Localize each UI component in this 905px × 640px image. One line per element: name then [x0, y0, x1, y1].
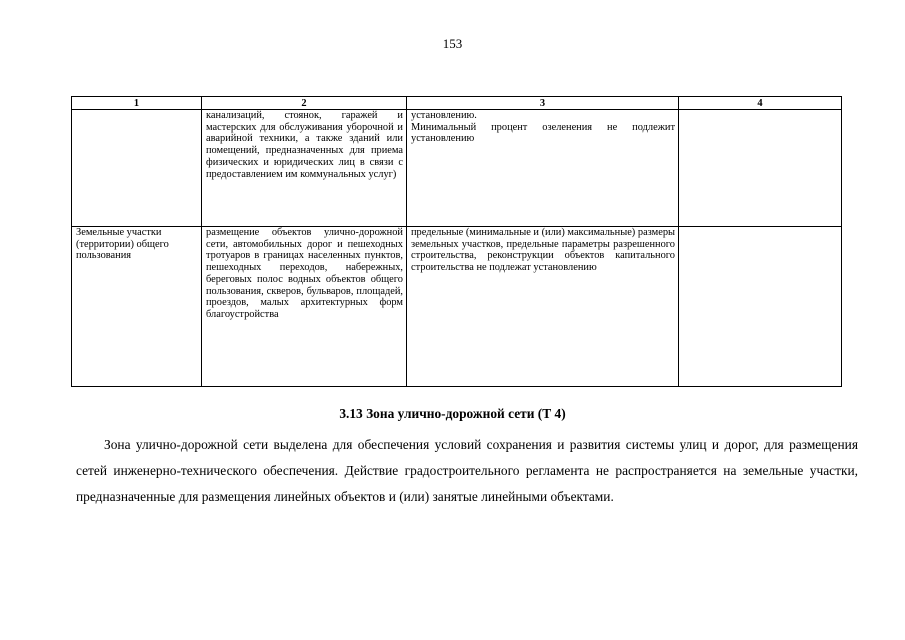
- table-header-cell: 2: [202, 97, 407, 110]
- table-header-cell: 4: [679, 97, 842, 110]
- table-cell-land-type: Земельные участки (территории) общего пользования: [72, 227, 202, 387]
- cell-text-line: установлению.: [411, 110, 477, 121]
- table-cell-land-type: [72, 110, 202, 227]
- table-header-cell: 1: [72, 97, 202, 110]
- cell-text-line: Минимальный процент озеленения не подлежит установлению: [411, 121, 675, 145]
- section-paragraph: Зона улично-дорожной сети выделена для обеспечения условий сохранения и развития системы улиц и дорог, для размещения сетей инженерно-технического обеспечения. Действие градостроительного регламента не распространяется на земельные участки, предназначенные для размещения линейных объектов и (или) занятые линейными объектами.: [76, 437, 858, 504]
- zoning-table: [71, 96, 842, 387]
- table-cell-parameters: предельные (минимальные и (или) максимальные) размеры земельных участков, предельные параметры разрешенного строительства, реконструкции объектов капитального строительства не подлежат установлению: [407, 227, 679, 387]
- section-heading: 3.13 Зона улично-дорожной сети (Т 4): [339, 406, 566, 421]
- table-cell-notes: [679, 227, 842, 387]
- table-row: [72, 227, 842, 387]
- table-cell-notes: [679, 110, 842, 227]
- table-header-row: [72, 97, 842, 110]
- page-number: 153: [442, 36, 463, 51]
- table-cell-permitted-use: канализаций, стоянок, гаражей и мастерских для обслуживания уборочной и аварийной техники, а также зданий или помещений, предназначенных для приема физических и юридических лиц в связи с предоставлением им коммунальных услуг): [202, 110, 407, 227]
- table-cell-permitted-use: размещение объектов улично-дорожной сети, автомобильных дорог и пешеходных тротуаров в границах населенных пунктов, пешеходных переходов, набережных, береговых полос водных объектов общего пользования, скверов, бульваров, площадей, проездов, малых архитектурных форм благоустройства: [202, 227, 407, 387]
- table-header-cell: 3: [407, 97, 679, 110]
- table-row: [72, 110, 842, 227]
- table-cell-parameters: [407, 110, 679, 227]
